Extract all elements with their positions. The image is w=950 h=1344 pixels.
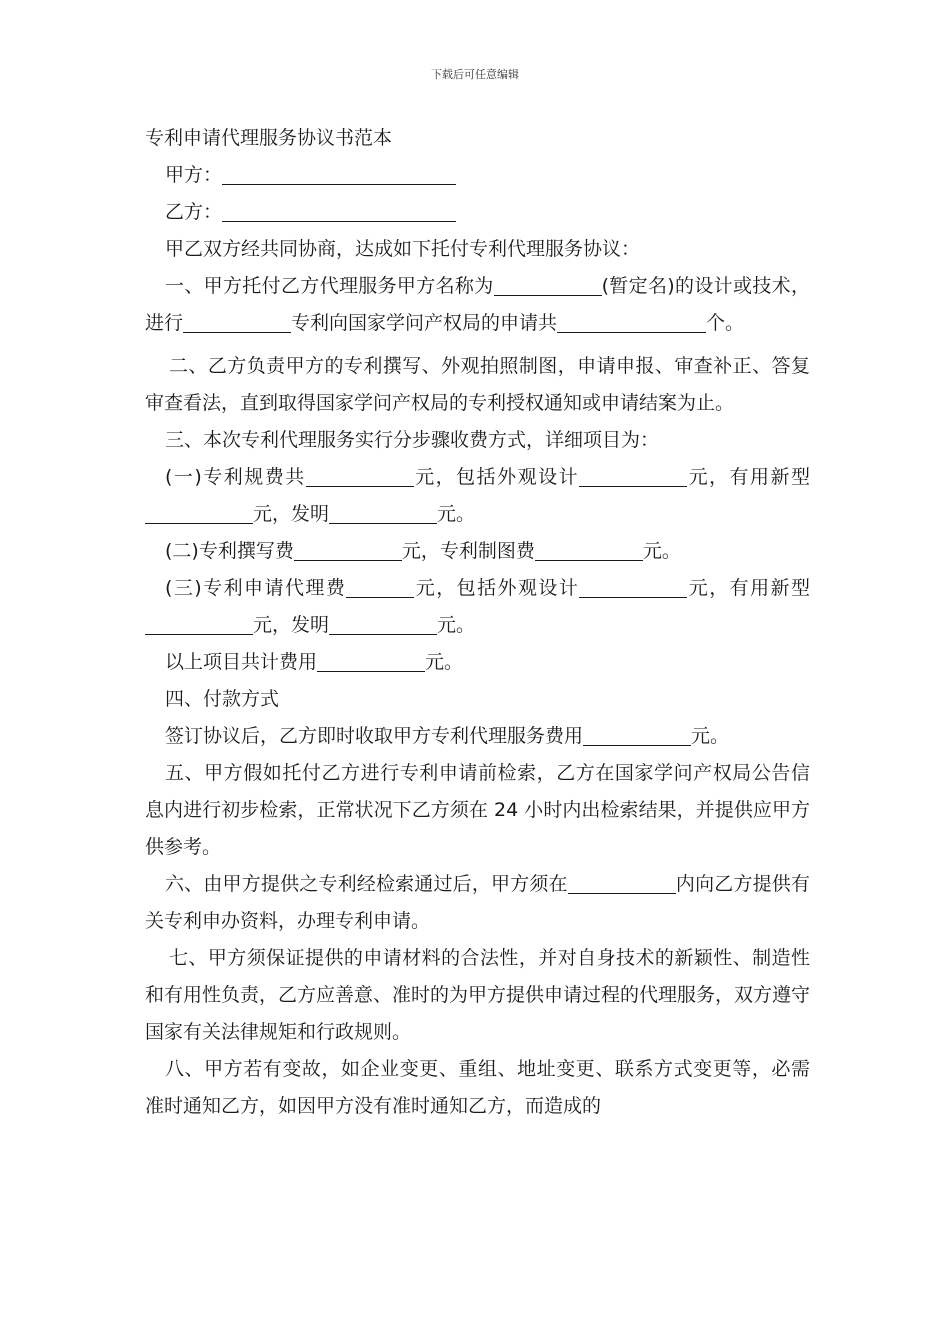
party-a-label: 甲方： bbox=[165, 164, 223, 186]
clause-6 bbox=[145, 866, 810, 940]
clause-8: 八、甲方若有变故，如企业变更、重组、地址变更、联系方式变更等，必需准时通知乙方，如因甲方没有准时通知乙方，而造成的 bbox=[145, 1058, 810, 1117]
agency-design-fee-blank[interactable] bbox=[579, 575, 687, 598]
deadline-blank[interactable] bbox=[568, 871, 676, 894]
clause-4: 四、付款方式 bbox=[165, 688, 280, 710]
fee-item-3-text-b: 元，包括外观设计 bbox=[414, 577, 580, 599]
payment-paragraph bbox=[145, 718, 810, 755]
clause-1 bbox=[145, 268, 810, 342]
fee-item-1-text-d: 元，发明 bbox=[253, 503, 330, 525]
clause-7: 七、甲方须保证提供的申请材料的合法性，并对自身技术的新颖性、制造性和有用性负责，乙方应善意、准时的为甲方提供申请过程的代理服务，双方遵守国家有关法律规矩和行政规则。 bbox=[145, 947, 811, 1043]
party-a-line bbox=[145, 157, 810, 194]
document-title: 专利申请代理服务协议书范本 bbox=[145, 127, 393, 149]
fee-item-2-text-a: (二)专利撰写费 bbox=[165, 540, 294, 562]
fee-item-3-text-d: 元，发明 bbox=[253, 614, 330, 636]
fee-item-1-text-e: 元。 bbox=[437, 503, 476, 525]
party-b-label: 乙方： bbox=[165, 201, 223, 223]
fee-item-3-text-e: 元。 bbox=[437, 614, 476, 636]
fee-item-3 bbox=[145, 570, 810, 644]
clause-1-text-c: 专利向国家学问产权局的申请共 bbox=[291, 312, 558, 334]
clause-6-text-b: 内向乙方提供有关专利申办资料，办理专利申请。 bbox=[145, 873, 810, 932]
agency-invention-fee-blank[interactable] bbox=[329, 612, 437, 635]
application-count-blank[interactable] bbox=[557, 310, 649, 333]
total-fee-blank[interactable] bbox=[317, 649, 425, 672]
official-fee-blank[interactable] bbox=[306, 464, 414, 487]
document-body bbox=[145, 120, 810, 1125]
fee-item-3-text-c: 元，有用新型 bbox=[687, 577, 810, 599]
fee-item-1 bbox=[145, 459, 810, 533]
clause-5: 五、甲方假如托付乙方进行专利申请前检索，乙方在国家学问产权局公告信息内进行初步检索，正常状况下乙方须在 24 小时内出检索结果，并提供应甲方供参考。 bbox=[145, 762, 810, 858]
party-b-blank[interactable] bbox=[222, 199, 456, 222]
service-fee-blank[interactable] bbox=[583, 723, 691, 746]
design-fee-blank[interactable] bbox=[579, 464, 687, 487]
fee-total-text-b: 元。 bbox=[425, 651, 464, 673]
agency-fee-blank[interactable] bbox=[346, 575, 414, 598]
clause-1-text-a: 一、甲方托付乙方代理服务甲方名称为 bbox=[165, 275, 494, 297]
agency-utility-fee-blank[interactable] bbox=[145, 612, 253, 635]
utility-fee-blank[interactable] bbox=[145, 501, 253, 524]
fee-item-2-text-b: 元，专利制图费 bbox=[401, 540, 535, 562]
intro-paragraph: 甲乙双方经共同协商，达成如下托付专利代理服务协议： bbox=[165, 238, 641, 260]
fee-total bbox=[145, 644, 810, 681]
clause-2: 二、乙方负责甲方的专利撰写、外观拍照制图，申请申报、审查补正、答复审查看法，直到取得国家学问产权局的专利授权通知或申请结案为止。 bbox=[145, 355, 810, 414]
drawing-fee-blank[interactable] bbox=[535, 538, 643, 561]
clause-3: 三、本次专利代理服务实行分步骤收费方式，详细项目为： bbox=[165, 429, 660, 451]
fee-total-text-a: 以上项目共计费用 bbox=[165, 651, 318, 673]
header-note: 下载后可任意编辑 bbox=[431, 68, 519, 81]
fee-item-1-text-b: 元，包括外观设计 bbox=[413, 466, 580, 488]
writing-fee-blank[interactable] bbox=[294, 538, 402, 561]
invention-fee-blank[interactable] bbox=[329, 501, 437, 524]
payment-text-a: 签订协议后，乙方即时收取甲方专利代理服务费用 bbox=[165, 725, 584, 747]
party-b-line bbox=[145, 194, 810, 231]
patent-type-blank[interactable] bbox=[183, 310, 291, 333]
fee-item-2-text-c: 元。 bbox=[642, 540, 681, 562]
party-a-blank[interactable] bbox=[222, 162, 456, 185]
clause-1-text-d: 个。 bbox=[706, 312, 745, 334]
clause-6-text-a: 六、由甲方提供之专利经检索通过后，甲方须在 bbox=[165, 873, 568, 895]
clause-1-text-b: (暂定名)的设计或技术，进行 bbox=[145, 275, 810, 334]
fee-item-1-text-a: (一)专利规费共 bbox=[165, 466, 306, 488]
design-name-blank[interactable] bbox=[494, 273, 602, 296]
fee-item-2 bbox=[145, 533, 810, 570]
fee-item-3-text-a: (三)专利申请代理费 bbox=[165, 577, 347, 599]
fee-item-1-text-c: 元，有用新型 bbox=[687, 466, 810, 488]
application-count-blank-cont[interactable] bbox=[649, 310, 706, 333]
payment-text-b: 元。 bbox=[691, 725, 730, 747]
